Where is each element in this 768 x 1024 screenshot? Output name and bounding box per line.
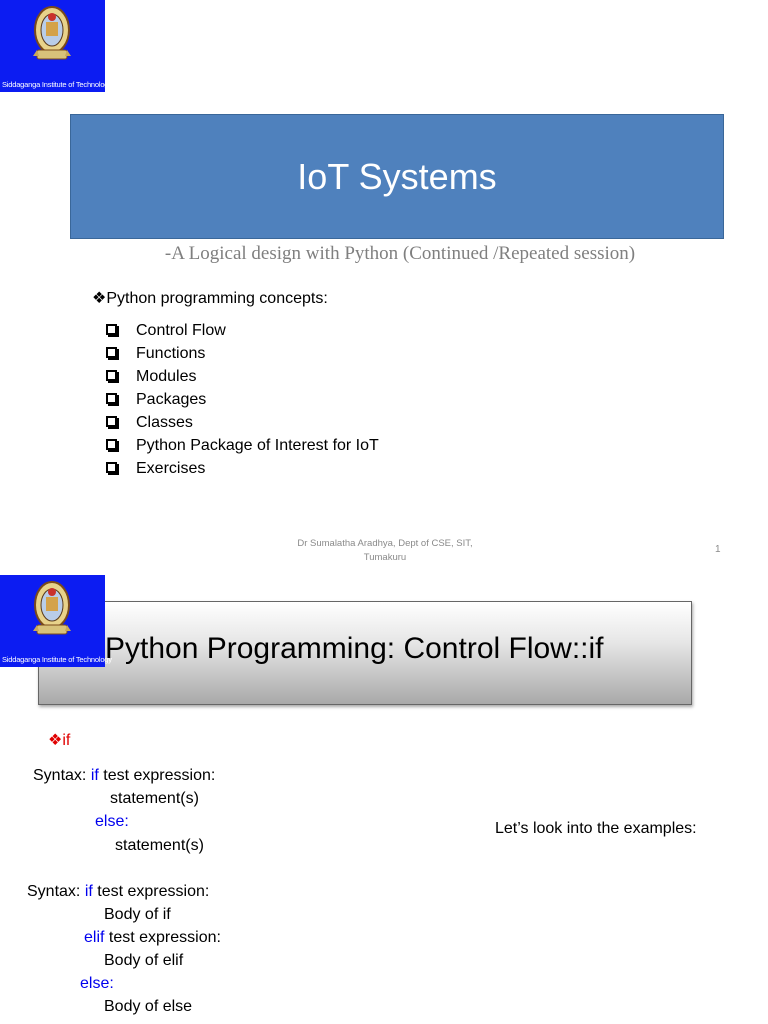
slide-number: 1	[715, 544, 721, 555]
logo-caption: Siddaganga Institute of Technology	[2, 80, 112, 89]
keyword-if: if	[84, 883, 93, 900]
slide-title: IoT Systems	[297, 155, 497, 197]
footer-location: Tumakuru	[363, 552, 407, 563]
keyword-if: if	[90, 767, 99, 784]
keyword-else: else:	[95, 813, 129, 830]
institute-logo	[0, 0, 112, 92]
examples-note: Let’s look into the examples:	[495, 820, 697, 837]
crest-icon	[33, 4, 71, 66]
concepts-heading: ❖Python programming concepts:	[92, 290, 328, 307]
title-banner	[38, 601, 692, 705]
keyword-else: else:	[80, 975, 114, 992]
list-item: Python Package of Interest for IoT	[106, 434, 379, 457]
syntax-line: statement(s)	[110, 790, 199, 807]
syntax-line: Body of else	[104, 998, 193, 1015]
syntax-line: elif test expression:	[84, 929, 221, 946]
title-banner	[70, 114, 724, 239]
concept-list	[106, 319, 379, 480]
checkbox-bullet-icon	[106, 462, 117, 473]
checkbox-bullet-icon	[106, 393, 117, 404]
if-bullet: ❖if	[48, 732, 71, 749]
list-item: Packages	[106, 388, 379, 411]
keyword-elif: elif	[84, 929, 105, 946]
slide-2	[0, 575, 768, 1024]
checkbox-bullet-icon	[106, 416, 117, 427]
checkbox-bullet-icon	[106, 439, 117, 450]
syntax-line: Syntax: if test expression:	[27, 883, 210, 900]
institute-logo	[0, 575, 112, 667]
checkbox-bullet-icon	[106, 370, 117, 381]
logo-caption: Siddaganga Institute of Technology	[2, 655, 112, 664]
list-item: Control Flow	[106, 319, 379, 342]
slide-subtitle: -A Logical design with Python (Continued /Repeated session)	[164, 243, 636, 264]
slide-footer	[240, 537, 530, 565]
slide-title: Python Programming: Control Flow::if	[105, 632, 604, 665]
footer-author: Dr Sumalatha Aradhya, Dept of CSE, SIT,	[297, 538, 473, 549]
list-item: Exercises	[106, 457, 379, 480]
syntax-line: statement(s)	[115, 837, 204, 854]
syntax-line: Body of if	[104, 906, 171, 923]
list-item: Functions	[106, 342, 379, 365]
checkbox-bullet-icon	[106, 324, 117, 335]
list-item: Classes	[106, 411, 379, 434]
syntax-line: Syntax: if test expression:	[33, 767, 216, 784]
list-item: Modules	[106, 365, 379, 388]
crest-icon	[33, 579, 71, 641]
syntax-line: Body of elif	[104, 952, 184, 969]
checkbox-bullet-icon	[106, 347, 117, 358]
